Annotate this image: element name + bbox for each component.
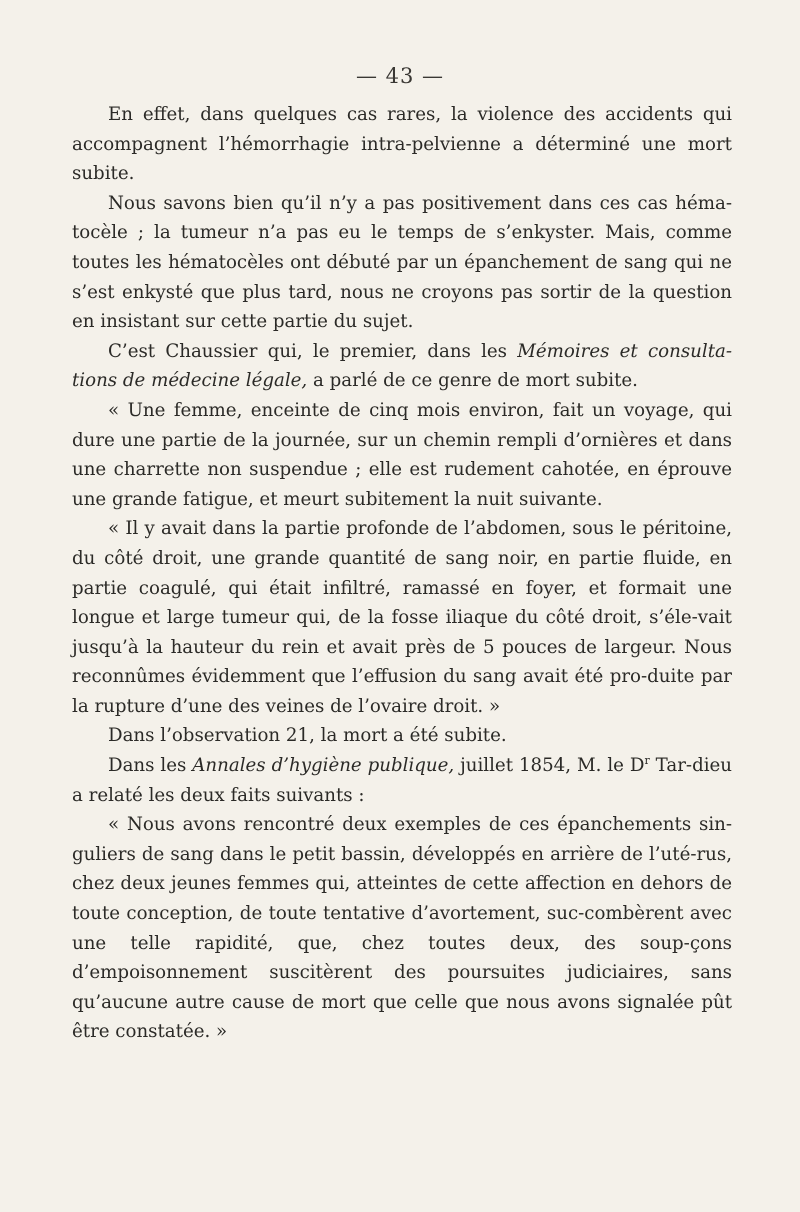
paragraph-3 <box>72 337 732 396</box>
paragraph-3-text-before: C’est Chaussier qui, le premier, dans les <box>108 340 518 362</box>
body-text <box>72 100 732 1047</box>
paragraph-7 <box>72 751 732 810</box>
doctor-abbrev-superscript: r <box>644 754 650 767</box>
cited-work-title: Mémoires et consulta-tions de médecine légale, <box>72 340 732 392</box>
paragraph-4-quote: « Une femme, enceinte de cinq mois environ, fait un voyage, qui dure une partie de la journée, sur un chemin rempli d’ornières et dans une charrette non suspendue ; elle est rudement cahotée, en éprouve une grande fatigue, et meurt subitement la nuit suivante. <box>72 399 732 510</box>
page-number: — 43 — <box>355 64 445 88</box>
cited-journal-title: Annales d’hygiène publique, <box>192 755 455 777</box>
paragraph-2: Nous savons bien qu’il n’y a pas positivement dans ces cas héma-tocèle ; la tumeur n’a pas eu le temps de s’enkyster. Mais, comme toutes les hématocèles ont débuté par un épanchement de sang qui ne s’est enkysté que plus tard, nous ne croyons pas sortir de la question en insistant sur cette partie du sujet. <box>72 192 732 333</box>
paragraph-5-quote: « Il y avait dans la partie profonde de l’abdomen, sous le péritoine, du côté droit, une grande quantité de sang noir, en partie fluide, en partie coagulé, qui était infiltré, ramassé en foyer, et formait une longue et large tumeur qui, de la fosse iliaque du côté droit, s’éle-vait jusqu’à la hauteur du rein et avait près de 5 pouces de largeur. Nous reconnûmes évidemment que l’effusion du sang avait été pro-duite par la rupture d’une des veines de l’ovaire droit. » <box>72 518 732 717</box>
paragraph-7-text-mid: juillet 1854, M. le D <box>454 755 645 777</box>
paragraph-3-text-after: a parlé de ce genre de mort subite. <box>307 370 638 392</box>
paragraph-1: En effet, dans quelques cas rares, la violence des accidents qui accompagnent l’hémorrhagie intra-pelvienne a déterminé une mort subite. <box>72 104 732 185</box>
paragraph-8-quote: « Nous avons rencontré deux exemples de ces épanchements sin-guliers de sang dans le petit bassin, développés en arrière de l’uté-rus, chez deux jeunes femmes qui, atteintes de cette affection en dehors de toute conception, de toute tentative d’avortement, suc-combèrent avec une telle rapidité, que, chez toutes deux, des soup-çons d’empoisonnement suscitèrent des poursuites judiciaires, sans qu’aucune autre cause de mort que celle que nous avons signalée pût être constatée. » <box>72 814 732 1043</box>
paragraph-6: Dans l’observation 21, la mort a été subite. <box>108 725 507 747</box>
paragraph-7-text-before: Dans les <box>108 755 193 777</box>
paragraph-7-text-after: Tar-dieu a relaté les deux faits suivants : <box>72 755 733 806</box>
